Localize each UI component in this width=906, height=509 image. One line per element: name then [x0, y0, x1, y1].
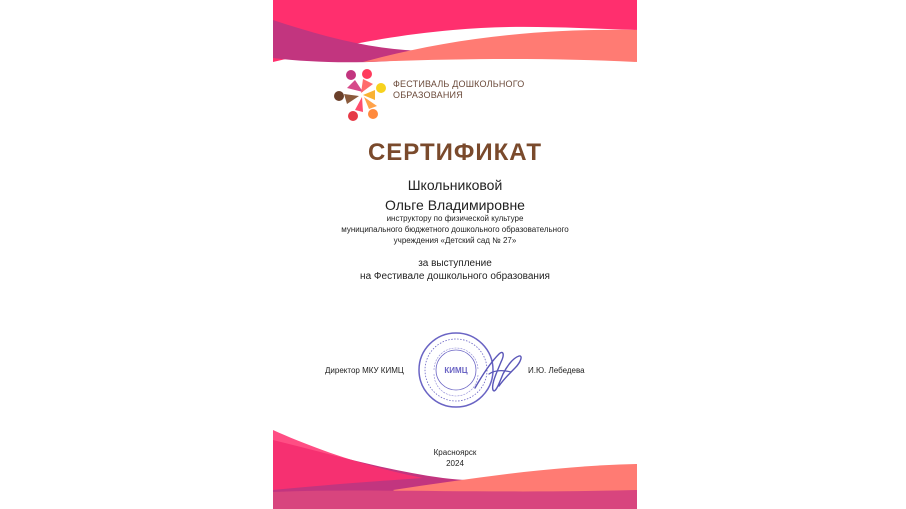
festival-name-line1: ФЕСТИВАЛЬ ДОШКОЛЬНОГО: [393, 79, 525, 89]
recipient-name-line1: Школьниковой: [407, 177, 503, 193]
handwritten-signature-icon: [469, 344, 525, 400]
signatory-title: Директор МКУ КИМЦ: [325, 366, 404, 375]
certificate-title: СЕРТИФИКАТ: [367, 139, 543, 166]
footer-year: 2024: [446, 459, 464, 468]
footer-city: Красноярск: [433, 448, 477, 457]
festival-name-line2: ОБРАЗОВАНИЯ: [393, 90, 463, 100]
award-reason: [273, 257, 637, 283]
reason-line2: на Фестивале дошкольного образования: [360, 271, 550, 282]
festival-logo-icon: [333, 66, 389, 122]
bottom-decorative-wave: [273, 430, 637, 509]
footer: [273, 447, 637, 469]
stamp-text: КИМЦ: [444, 366, 468, 375]
festival-name: [393, 79, 525, 101]
reason-line1: за выступление: [418, 258, 492, 269]
recipient-name: [273, 175, 637, 215]
position-line1: инструктору по физической культуре: [386, 214, 524, 223]
position-line3: учреждения «Детский сад № 27»: [393, 236, 517, 245]
certificate-page: [273, 0, 637, 509]
top-decorative-wave: [273, 0, 637, 70]
recipient-name-line2: Ольге Владимировне: [385, 197, 525, 213]
position-line2: муниципального бюджетного дошкольного образовательного: [341, 225, 569, 234]
recipient-position: [273, 213, 637, 246]
signatory-name: И.Ю. Лебедева: [528, 366, 585, 375]
